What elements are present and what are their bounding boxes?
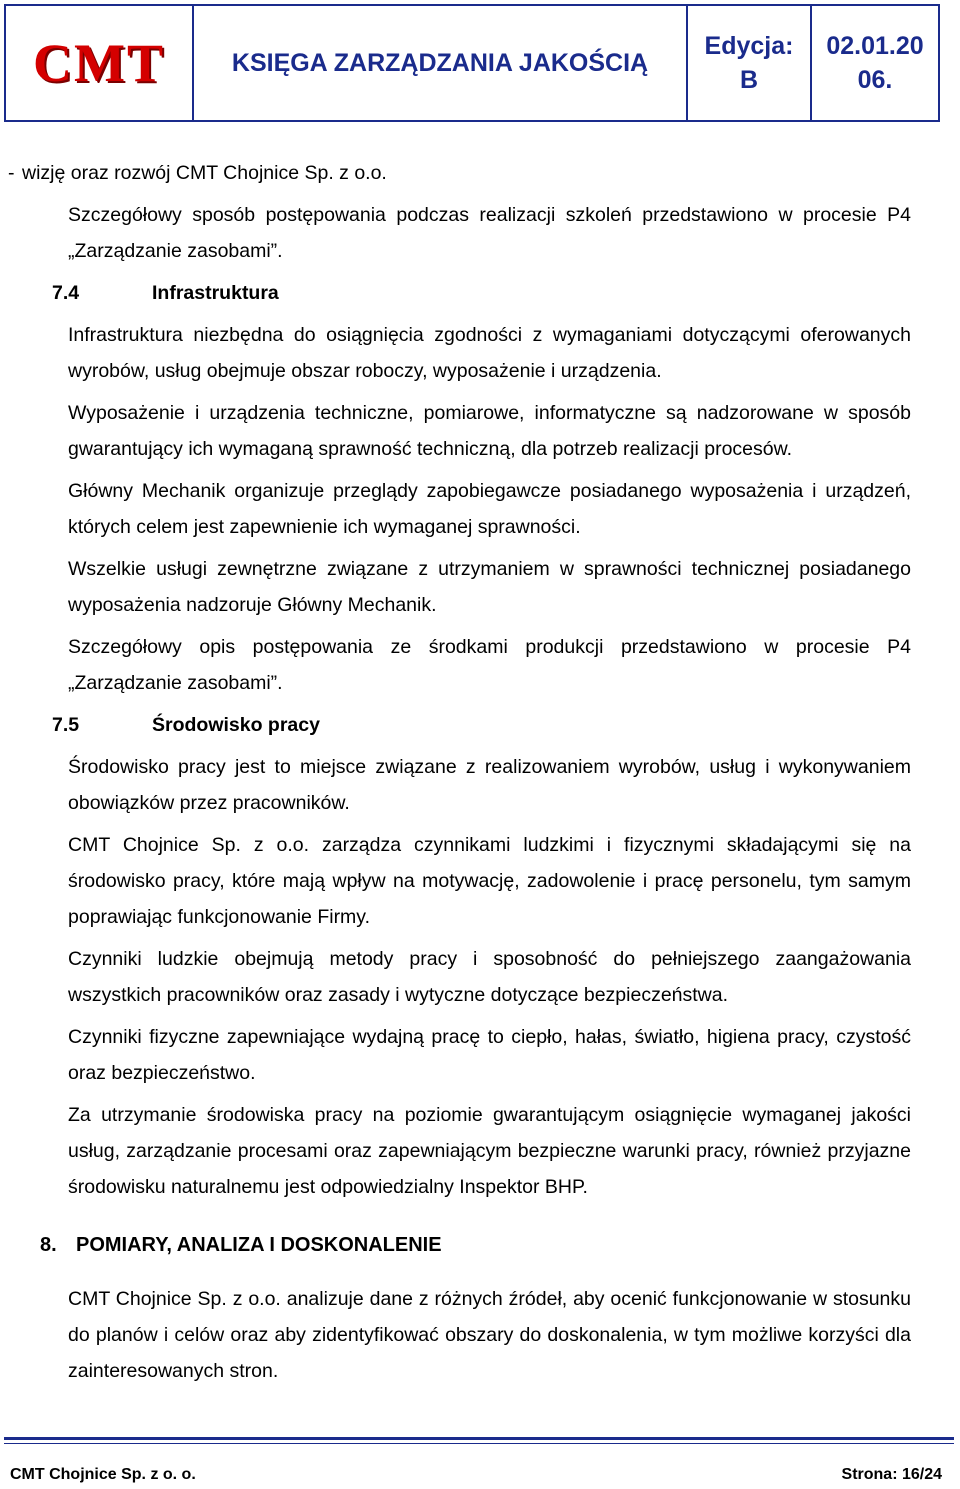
section-title: POMIARY, ANALIZA I DOSKONALENIE — [76, 1234, 442, 1256]
list-item-text: wizję oraz rozwój CMT Chojnice Sp. z o.o. — [22, 162, 387, 184]
date-line-2: 06. — [857, 66, 893, 94]
date-line-1: 02.01.20 — [826, 32, 924, 60]
footer-rule-thin — [4, 1443, 954, 1444]
page-number: Strona: 16/24 — [841, 1466, 942, 1483]
company-logo: CMT — [33, 33, 165, 93]
section-heading-7-5 — [52, 707, 911, 743]
footer-rule — [4, 1437, 954, 1440]
paragraph: Szczegółowy sposób postępowania podczas realizacji szkoleń przedstawiono w procesie P4 „Zarządzanie zasobami”. — [68, 204, 911, 262]
section-number: 7.5 — [52, 714, 80, 736]
edition-label: Edycja: — [704, 32, 794, 60]
edition-cell — [688, 6, 812, 120]
title-cell — [194, 6, 688, 120]
paragraph: Środowisko pracy jest to miejsce związane z realizowaniem wyrobów, usług i wykonywaniem obowiązków przez pracowników. — [68, 756, 911, 814]
edition-value: B — [739, 66, 759, 94]
paragraph: Za utrzymanie środowiska pracy na poziomie gwarantującym osiągnięcie wymaganej jakości usług, zarządzanie procesami oraz zapewniającym bezpieczne warunki pracy, również przyjazne środowisku naturalnemu jest odpowiedzialny Inspektor BHP. — [68, 1104, 911, 1198]
section-heading-7-4 — [52, 275, 911, 311]
paragraph: Czynniki fizyczne zapewniające wydajną pracę to ciepło, hałas, światło, higiena pracy, czystość oraz bezpieczeństwo. — [68, 1026, 911, 1084]
section-title: Infrastruktura — [152, 282, 279, 304]
document-body — [8, 155, 911, 1395]
paragraph: CMT Chojnice Sp. z o.o. zarządza czynnikami ludzkimi i fizycznymi składającymi się na środowisko pracy, które mają wpływ na motywację, zadowolenie i pracę personelu, tym samym poprawiając funkcjonowanie Firmy. — [68, 834, 911, 928]
document-title: KSIĘGA ZARZĄDZANIA JAKOŚCIĄ — [231, 48, 649, 77]
list-item — [0, 155, 911, 191]
paragraph: Wszelkie usługi zewnętrzne związane z utrzymaniem w sprawności technicznej posiadanego wyposażenia nadzoruje Główny Mechanik. — [68, 558, 911, 616]
paragraph: Główny Mechanik organizuje przeglądy zapobiegawcze posiadanego wyposażenia i urządzeń, których celem jest zapewnienie ich wymaganej sprawności. — [68, 480, 911, 538]
paragraph: Szczegółowy opis postępowania ze środkami produkcji przedstawiono w procesie P4 „Zarządzanie zasobami”. — [68, 636, 911, 694]
logo-cell — [6, 6, 194, 120]
paragraph: Czynniki ludzkie obejmują metody pracy i sposobność do pełniejszego zaangażowania wszystkich pracowników oraz zasady i wytyczne dotyczące bezpieczeństwa. — [68, 948, 911, 1006]
document-header — [4, 4, 940, 122]
section-number: 8. — [40, 1234, 57, 1256]
paragraph: CMT Chojnice Sp. z o.o. analizuje dane z różnych źródeł, aby ocenić funkcjonowanie w stosunku do planów i celów oraz aby zidentyfikować obszary do doskonalenia, w tym możliwe korzyści dla zainteresowanych stron. — [68, 1288, 911, 1382]
footer-company: CMT Chojnice Sp. z o. o. — [10, 1466, 196, 1483]
paragraph: Infrastruktura niezbędna do osiągnięcia zgodności z wymaganiami dotyczącymi oferowanych wyrobów, usług obejmuje obszar roboczy, wyposażenie i urządzenia. — [68, 324, 911, 382]
date-cell — [812, 6, 938, 120]
section-heading-8 — [40, 1227, 911, 1263]
paragraph: Wyposażenie i urządzenia techniczne, pomiarowe, informatyczne są nadzorowane w sposób gwarantujący ich wymaganą sprawność techniczną, dla potrzeb realizacji procesów. — [68, 402, 911, 460]
section-title: Środowisko pracy — [152, 714, 320, 736]
section-number: 7.4 — [52, 282, 80, 304]
dash-bullet: - — [8, 162, 15, 184]
